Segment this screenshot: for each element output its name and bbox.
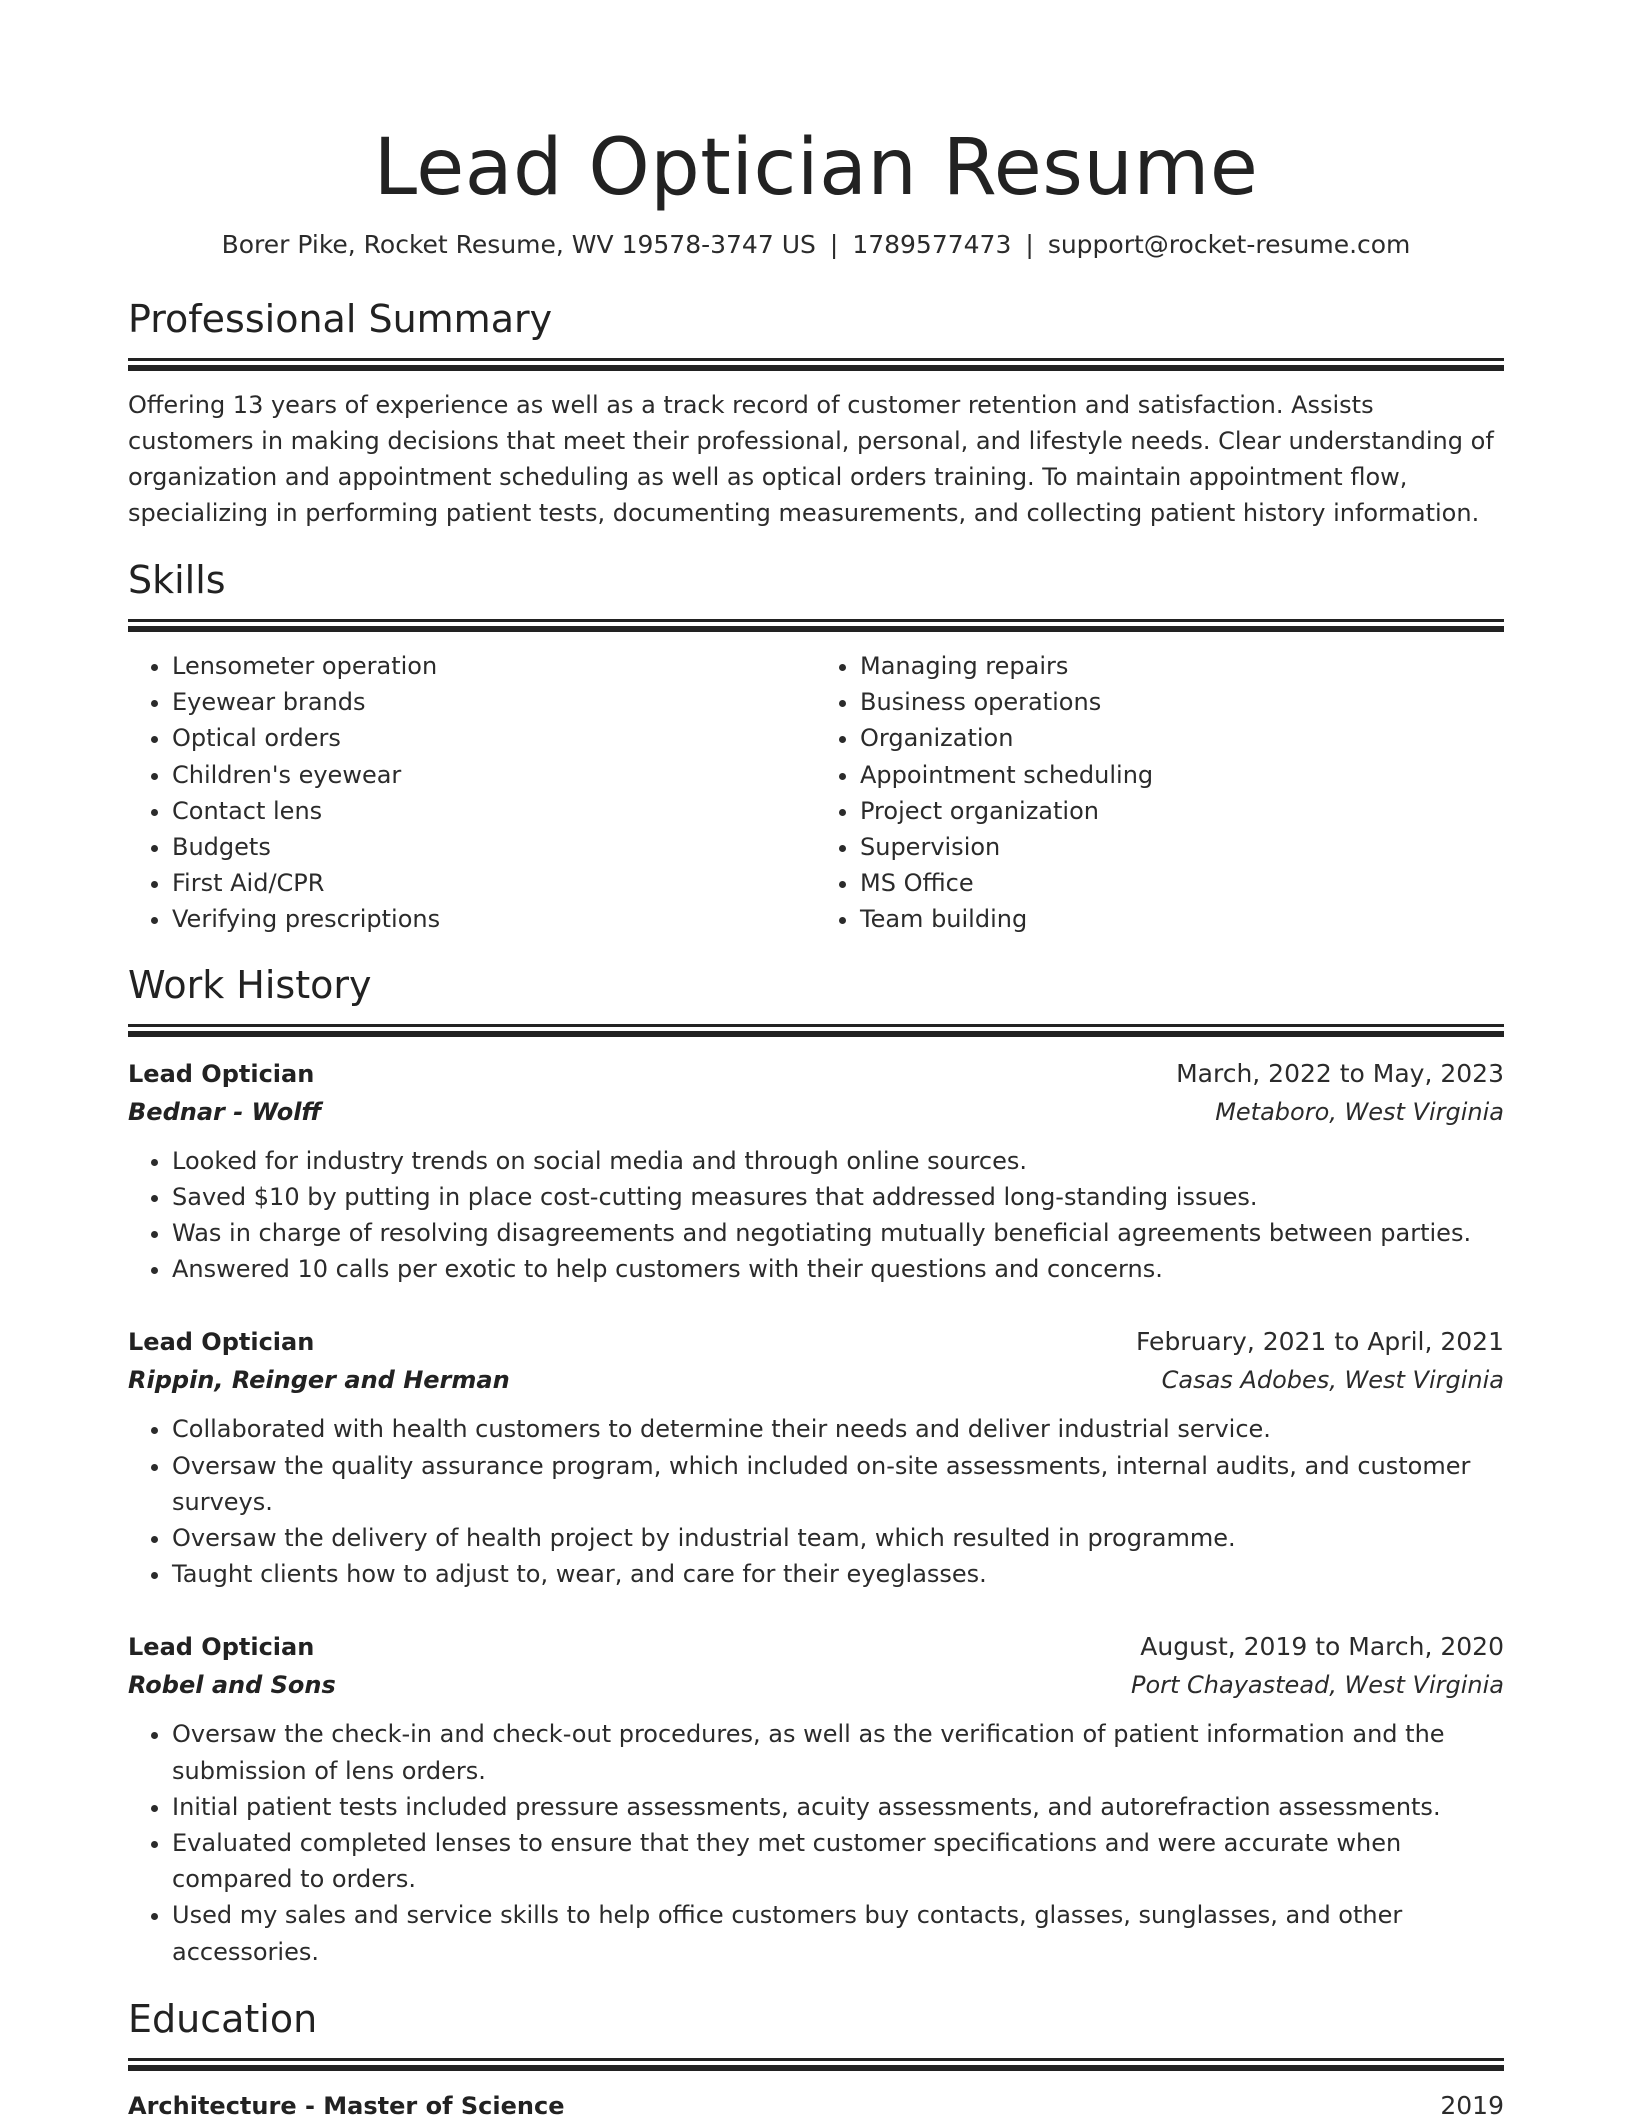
job-company: Bednar - Wolff [128, 1097, 322, 1126]
job-subheader-row [128, 1666, 1504, 1704]
job-entry [128, 1055, 1504, 1288]
job-dates: August, 2019 to March, 2020 [1140, 1632, 1504, 1662]
contact-separator: | [1025, 230, 1034, 259]
section-divider [128, 2058, 1504, 2071]
skills-list-right [816, 648, 1504, 938]
job-bullet: • Oversaw the quality assurance program, which included on-site assessments, internal audits, and customer surveys. [172, 1448, 1504, 1520]
job-dates: February, 2021 to April, 2021 [1136, 1327, 1504, 1357]
section-heading-work: Work History [128, 962, 372, 1007]
job-location: Casas Adobes, West Virginia [1161, 1366, 1504, 1395]
job-bullets [128, 1143, 1504, 1288]
work-history-section [128, 962, 1504, 1970]
skill-item: • Children's eyewear [172, 757, 816, 793]
job-bullet: • Oversaw the delivery of health project by industrial team, which resulted in programme. [172, 1520, 1504, 1556]
skill-item: • Supervision [860, 829, 1504, 865]
skill-item: • Managing repairs [860, 648, 1504, 684]
job-location: Metaboro, West Virginia [1215, 1097, 1504, 1126]
contact-separator: | [829, 230, 839, 259]
skills-columns [128, 648, 1504, 938]
job-entry [128, 1628, 1504, 1969]
page-title: Lead Optician Resume [373, 123, 1259, 213]
job-bullet: • Collaborated with health customers to determine their needs and deliver industrial service. [172, 1411, 1504, 1447]
skill-item: • Lensometer operation [172, 648, 816, 684]
skill-item: • MS Office [860, 865, 1504, 901]
job-bullet: • Looked for industry trends on social media and through online sources. [172, 1143, 1504, 1179]
skill-item: • Optical orders [172, 720, 816, 756]
job-bullets [128, 1716, 1504, 1969]
section-divider [128, 358, 1504, 371]
skill-item: • First Aid/CPR [172, 865, 816, 901]
contact-address: Borer Pike, Rocket Resume, WV 19578-3747 US [221, 230, 816, 259]
job-header-row [128, 1323, 1504, 1361]
job-company: Robel and Sons [128, 1671, 336, 1700]
skill-item: • Budgets [172, 829, 816, 865]
job-bullets [128, 1411, 1504, 1592]
job-bullet: • Taught clients how to adjust to, wear, and care for their eyeglasses. [172, 1556, 1504, 1592]
education-section [128, 1996, 1504, 2125]
job-bullet: • Used my sales and service skills to help office customers buy contacts, glasses, sunglasses, and other accessories. [172, 1897, 1504, 1969]
summary-text: Offering 13 years of experience as well as a track record of customer retention and satisfaction. Assists customers in making decisions that meet their professional, personal, and lifestyle needs. Clear understanding of organization and appointment scheduling as well as optical orders training. To maintain appointment flow, specializing in performing patient tests, documenting measurements, and collecting patient history information. [128, 391, 1494, 527]
job-bullet: • Oversaw the check-in and check-out procedures, as well as the verification of patient information and the submission of lens orders. [172, 1716, 1504, 1788]
skill-item: • Appointment scheduling [860, 757, 1504, 793]
resume-page [128, 0, 1504, 2125]
job-bullet: • Answered 10 calls per exotic to help customers with their questions and concerns. [172, 1251, 1504, 1287]
skill-item: • Organization [860, 720, 1504, 756]
job-bullet: • Saved $10 by putting in place cost-cutting measures that addressed long-standing issues. [172, 1179, 1504, 1215]
job-title: Lead Optician [128, 1633, 315, 1662]
skill-item: • Team building [860, 901, 1504, 937]
job-entry [128, 1323, 1504, 1592]
education-entry [128, 2087, 1504, 2125]
skill-item: • Eyewear brands [172, 684, 816, 720]
job-bullet: • Evaluated completed lenses to ensure that they met customer specifications and were accurate when compared to orders. [172, 1825, 1504, 1897]
contact-phone: 1789577473 [852, 230, 1012, 259]
contact-email[interactable]: support@rocket-resume.com [1047, 230, 1411, 259]
job-location: Port Chayastead, West Virginia [1130, 1671, 1504, 1700]
skill-item: • Project organization [860, 793, 1504, 829]
summary-section [128, 296, 1504, 531]
job-subheader-row [128, 1093, 1504, 1131]
job-bullet: • Was in charge of resolving disagreements and negotiating mutually beneficial agreements between parties. [172, 1215, 1504, 1251]
job-dates: March, 2022 to May, 2023 [1176, 1058, 1504, 1088]
education-year: 2019 [1440, 2090, 1504, 2120]
section-heading-summary: Professional Summary [128, 297, 553, 341]
education-degree: Architecture - Master of Science [128, 2091, 565, 2120]
job-company: Rippin, Reinger and Herman [128, 1366, 510, 1395]
skill-item: • Business operations [860, 684, 1504, 720]
contact-line [128, 228, 1504, 262]
skills-section [128, 557, 1504, 938]
job-bullet: • Initial patient tests included pressure assessments, acuity assessments, and autorefraction assessments. [172, 1789, 1504, 1825]
section-heading-skills: Skills [128, 558, 226, 602]
section-heading-education: Education [128, 1996, 318, 2041]
job-subheader-row [128, 1361, 1504, 1399]
skill-item: • Verifying prescriptions [172, 901, 816, 937]
section-divider [128, 619, 1504, 632]
skills-list-left [128, 648, 816, 938]
job-header-row [128, 1055, 1504, 1093]
section-divider [128, 1024, 1504, 1037]
skill-item: • Contact lens [172, 793, 816, 829]
job-title: Lead Optician [128, 1328, 315, 1357]
job-title: Lead Optician [128, 1059, 315, 1088]
job-header-row [128, 1628, 1504, 1666]
